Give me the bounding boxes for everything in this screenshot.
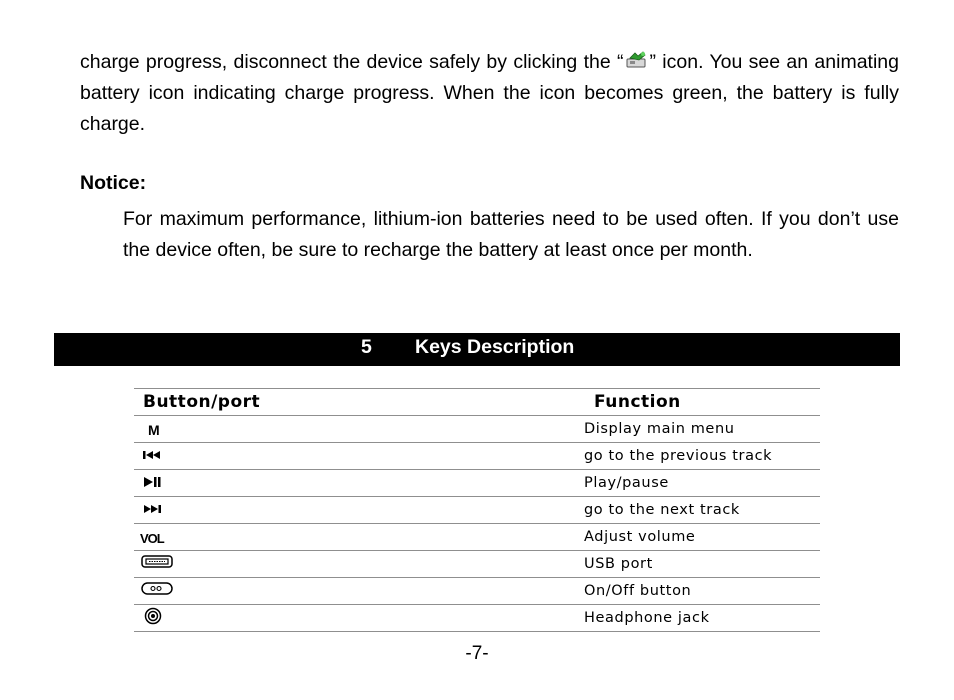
table-row [134,551,820,578]
notice-heading: Notice: [80,172,147,194]
usb-port-icon [140,553,174,575]
header-function: Function [573,389,820,416]
intro-text-before: charge progress, disconnect the device safely by clicking the “ [80,51,624,73]
function-cell: go to the next track [573,497,820,524]
intro-paragraph [80,47,899,140]
table-row [134,497,820,524]
section-number: 5 [361,336,372,358]
headphone-jack-icon [140,607,166,629]
keys-table [134,388,820,632]
section-title: Keys Description [415,336,575,358]
table-row [134,524,820,551]
notice-paragraph: For maximum performance, lithium-ion batteries need to be used often. If you don’t use the device often, be sure to recharge the battery at least once per month. [123,208,899,261]
table-row [134,443,820,470]
play-pause-icon [140,474,166,493]
intro-text-after: ” icon. You see an animating battery icon indicating charge progress. When the icon becomes green, the battery is fully charge. [80,51,899,135]
previous-track-icon [140,447,166,466]
function-cell: On/Off button [573,578,820,605]
table-row [134,605,820,632]
table-row [134,578,820,605]
function-cell: USB port [573,551,820,578]
safely-remove-hardware-icon [624,50,650,70]
next-track-icon [140,501,166,520]
function-cell: Adjust volume [573,524,820,551]
header-button-port: Button/port [134,389,573,416]
vol-key-text: VOL [140,530,164,546]
table-header-row [134,389,820,416]
function-cell: go to the previous track [573,443,820,470]
table-row [134,416,820,443]
m-key-text: M [148,422,160,438]
section-header-bar [54,333,900,366]
function-cell: Headphone jack [573,605,820,632]
table-row [134,470,820,497]
function-cell: Play/pause [573,470,820,497]
page-number: -7- [465,643,489,664]
function-cell: Display main menu [573,416,820,443]
power-switch-icon [140,580,174,602]
